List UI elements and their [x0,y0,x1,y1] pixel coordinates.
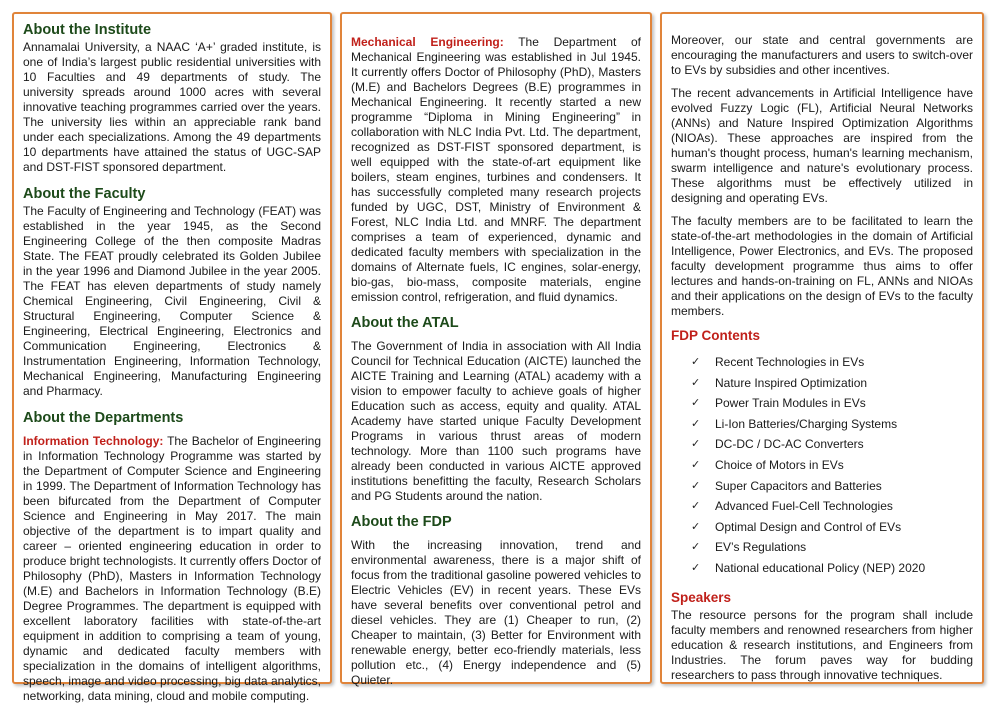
list-item-label: Choice of Motors in EVs [715,457,844,472]
list-item [691,373,973,394]
list-item-label: Optimal Design and Control of EVs [715,519,902,534]
faculty-text: The Faculty of Engineering and Technology (FEAT) was established in the year 1945, as the Second Engineering College of the then composite Madras State. The FEAT proudly celebrated its Golden Jubilee in the year 1996 and Diamond Jubilee in the year 2005. The FEAT has eleven departments of study namely Chemical Engineering, Civil Engineering, Civil & Structural Engineering, Computer Science & Engineering, Electrical Engineering, Electronics and Communication Engineering, Electronics & Instrumentation Engineering, Information Technology, Mechanical Engineering, Manufacturing Engineering and Pharmacy. [23,204,321,398]
fdp-text: With the increasing innovation, trend and environmental awareness, there is a major shift of focus from the traditional gasoline powered vehicles to Electric Vehicles (EV) in recent years. These EVs have several benefits over conventional petrol and diesel vehicles. They are (1) Cheaper to run, (2) Cheaper to maintain, (3) Better for Environment with renewable energy, better eco-friendly materials, less pollution etc., (4) Energy independence and (5) Quieter. [351,538,641,687]
check-icon: ✓ [691,416,701,430]
panel-middle [340,12,652,687]
check-icon: ✓ [691,375,701,389]
check-icon: ✓ [691,355,701,368]
speakers-heading: Speakers [671,589,732,605]
it-label: Information Technology: [23,434,164,448]
list-item-label: Nature Inspired Optimization [715,375,868,390]
fdp-text-3: The recent advancements in Artificial Intelligence have evolved Fuzzy Logic (FL), Artificial Neural Networks (ANNs) and Nature Inspired Optimization Algorithms (NIOAs). These approaches are inspired from the human's thought process, human's learning mechanism, swarm intelligence and nature's evolutionary process. These algorithms must be effectively utilized in designing and operating EVs. [671,86,973,205]
check-icon: ✓ [691,437,701,451]
list-item-label: Advanced Fuel-Cell Technologies [715,499,893,514]
speakers-text: The resource persons for the program shall include faculty members and renowned researchers from higher education & research institutions, and Engineers from Industries. The forum paves way for budding researchers to pass through innovative techniques. [671,607,973,682]
check-icon: ✓ [691,396,701,410]
list-item-label: Li-Ion Batteries/Charging Systems [715,416,898,431]
list-item [691,558,973,579]
mech-label: Mechanical Engineering: [351,35,504,49]
check-icon: ✓ [691,499,701,513]
list-item [691,352,973,373]
panel-right [660,12,984,684]
list-item-label: EV’s Regulations [715,540,807,555]
fdp-contents-heading: FDP Contents [671,328,761,343]
departments-heading: About the Departments [23,410,184,426]
list-item [691,476,973,497]
fdp-text-2: Moreover, our state and central governments are encouraging the manufacturers and users to switch-over to EVs by subsidies and other incentives. [671,33,973,77]
it-text: The Bachelor of Engineering in Information Technology Programme was started by the Department of Computer Science and Engineering in 1999. The Department of Information Technology has been bifurcated from the Department of Computer Science and Engineering in May 2017. The main objective of the department is to impart quality and career – oriented engineering education in order to produce bright technologists. It currently offers Doctor of Philosophy (PhD), Masters in Information Technology (M.E) and Bachelors in Information Technology (B.E) Degree Programmes. The department is equipped with excellent laboratory facilities with state-of-the-art equipment in addition to comprising a team of young, dynamic and dedicated faculty members with specialization in the domains of intelligent algorithms, speech, image and video processing, big data analytics, networking, data mining, cloud and mobile computing. [23,434,321,703]
list-item [691,434,973,455]
list-item [691,496,973,517]
list-item [691,393,973,414]
check-icon: ✓ [691,560,701,574]
list-item-label: Super Capacitors and Batteries [715,478,882,493]
check-icon: ✓ [691,457,701,471]
list-item-label: Recent Technologies in EVs [715,355,865,369]
faculty-heading: About the Faculty [23,186,146,202]
atal-text: The Government of India in association with All India Council for Technical Education (AICTE) launched the AICTE Training and Learning (ATAL) academy with a vision to empower faculty to achieve goals of higher Education such as access, equity and quality. ATAL Academy have started unique Faculty Development Programs in various thrust areas of modern technology. More than 1100 such programs have already been conducted in various AICTE approved institutions benefitting the faculty, Research Scholars and PG Students around the nation. [351,339,641,503]
list-item-label: Power Train Modules in EVs [715,396,866,411]
panel-left [12,12,332,703]
list-item-label: National educational Policy (NEP) 2020 [715,560,926,575]
fdp-contents-list [671,352,973,579]
mech-paragraph [351,35,641,305]
list-item [691,517,973,538]
institute-heading: About the Institute [23,22,152,38]
check-icon: ✓ [691,540,701,554]
list-item [691,414,973,435]
check-icon: ✓ [691,519,701,533]
atal-heading: About the ATAL [351,315,459,331]
fdp-heading: About the FDP [351,514,452,530]
fdp-text-4: The faculty members are to be facilitated to learn the state-of-the-art methodologies in the domain of Artificial Intelligence, Power Electronics, and EVs. The proposed faculty development programme thus aims to offer lectures and hands-on-training on FL, ANNs and NIOAs and their applications on the design of EVs to the faculty members. [671,214,973,318]
list-item-label: DC-DC / DC-AC Converters [715,437,864,452]
check-icon: ✓ [691,478,701,492]
mech-text: The Department of Mechanical Engineering was established in Jul 1945. It currently offers Doctor of Philosophy (PhD), Masters (M.E) and Bachelors Degrees (B.E) programmes in Mechanical Engineering. It recently started a new programme “Diploma in Mining Engineering” in collaboration with NLC India Pvt. Ltd. The department, recognized as DST-FIST sponsored department, is well equipped with the state-of-art equipment like boilers, steam engines, turbines and condensers. It has successfully completed many research projects funded by UGC, DST, Ministry of Environment & Forest, NLC India Ltd. and MNRF. The department comprises a team of experienced, dynamic and dedicated faculty members with specialization in the domains of Alternate fuels, IC engines, solar-energy, bio-gas, bio-mass, composite materials, engine emission control, refrigeration, and fluid dynamics. [351,35,641,304]
institute-text: Annamalai University, a NAAC ‘A+’ graded institute, is one of India’s largest public residential universities with 10 Faculties and 49 departments of study. The university spreads around 1000 acres with several innovative teaching programmes carried over the years. The university lies within an appreciable rank band under each specializations. Among the 49 departments 10 departments have attained the status of UGC-SAP and DST-FIST sponsored department. [23,40,321,174]
it-paragraph [23,434,321,704]
list-item [691,455,973,476]
list-item [691,537,973,558]
